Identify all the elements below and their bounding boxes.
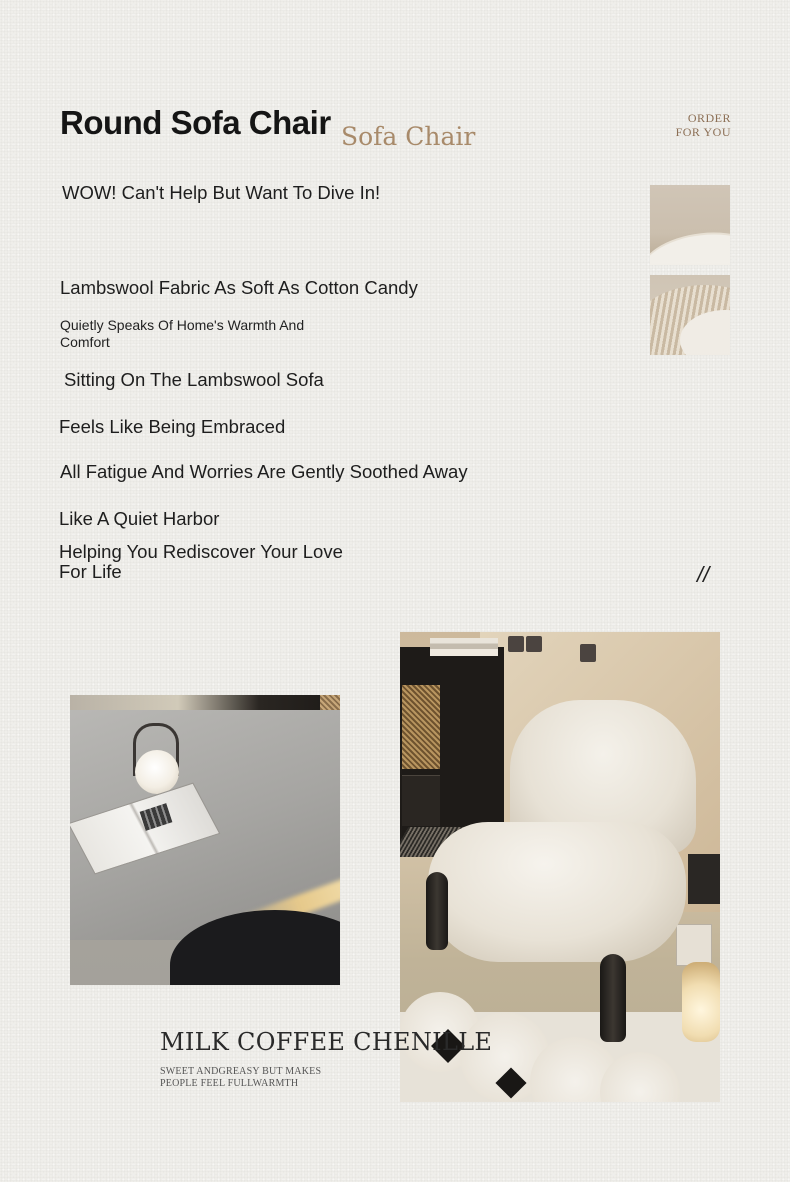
cloud-rug [400, 1012, 720, 1102]
stacked-books [430, 638, 498, 656]
cabinet-rattan-door [402, 685, 440, 769]
globe-lamp [135, 750, 179, 794]
rattan-cabinet [400, 647, 504, 847]
headline-text: WOW! Can't Help But Want To Dive In! [62, 182, 381, 203]
bedroom-lamp-photo [70, 695, 340, 985]
order-badge-line2: FOR YOU [675, 125, 731, 139]
body-line-harbor: Like A Quiet Harbor [59, 508, 220, 529]
feature-subtext: Quietly Speaks Of Home's Warmth And Comfort [60, 317, 305, 350]
order-badge [676, 111, 731, 139]
order-badge-line1: ORDER [687, 111, 731, 125]
floor-lantern [682, 962, 720, 1042]
fabric-detail-thumbnail-2 [650, 275, 730, 355]
feature-text: Lambswool Fabric As Soft As Cotton Candy [60, 277, 418, 298]
material-title: MILK COFFEE CHENILLE [160, 1028, 493, 1056]
side-box-dark [688, 854, 720, 904]
page-title: Round Sofa Chair [60, 104, 331, 141]
chair-leg [600, 954, 626, 1042]
body-line-sitting: Sitting On The Lambswool Sofa [64, 369, 324, 390]
side-box-light [676, 924, 712, 966]
body-line-fatigue: All Fatigue And Worries Are Gently Soothed Away [60, 461, 468, 482]
chair-seat [428, 822, 686, 962]
body-line-embraced: Feels Like Being Embraced [59, 416, 286, 437]
cabinet-drawer [402, 775, 440, 826]
slash-divider: // [697, 562, 710, 587]
page-subtitle: Sofa Chair [341, 122, 476, 151]
fabric-detail-thumbnail-1 [650, 185, 730, 265]
material-subtitle: SWEET ANDGREASY BUT MAKES PEOPLE FEEL FULLWARMTH [160, 1066, 322, 1089]
wall-socket [526, 636, 542, 652]
wall-socket [508, 636, 524, 652]
body-line-love-for-life: Helping You Rediscover Your Love For Life [59, 541, 343, 582]
chair-leg [426, 872, 448, 950]
wall-socket [580, 644, 596, 662]
